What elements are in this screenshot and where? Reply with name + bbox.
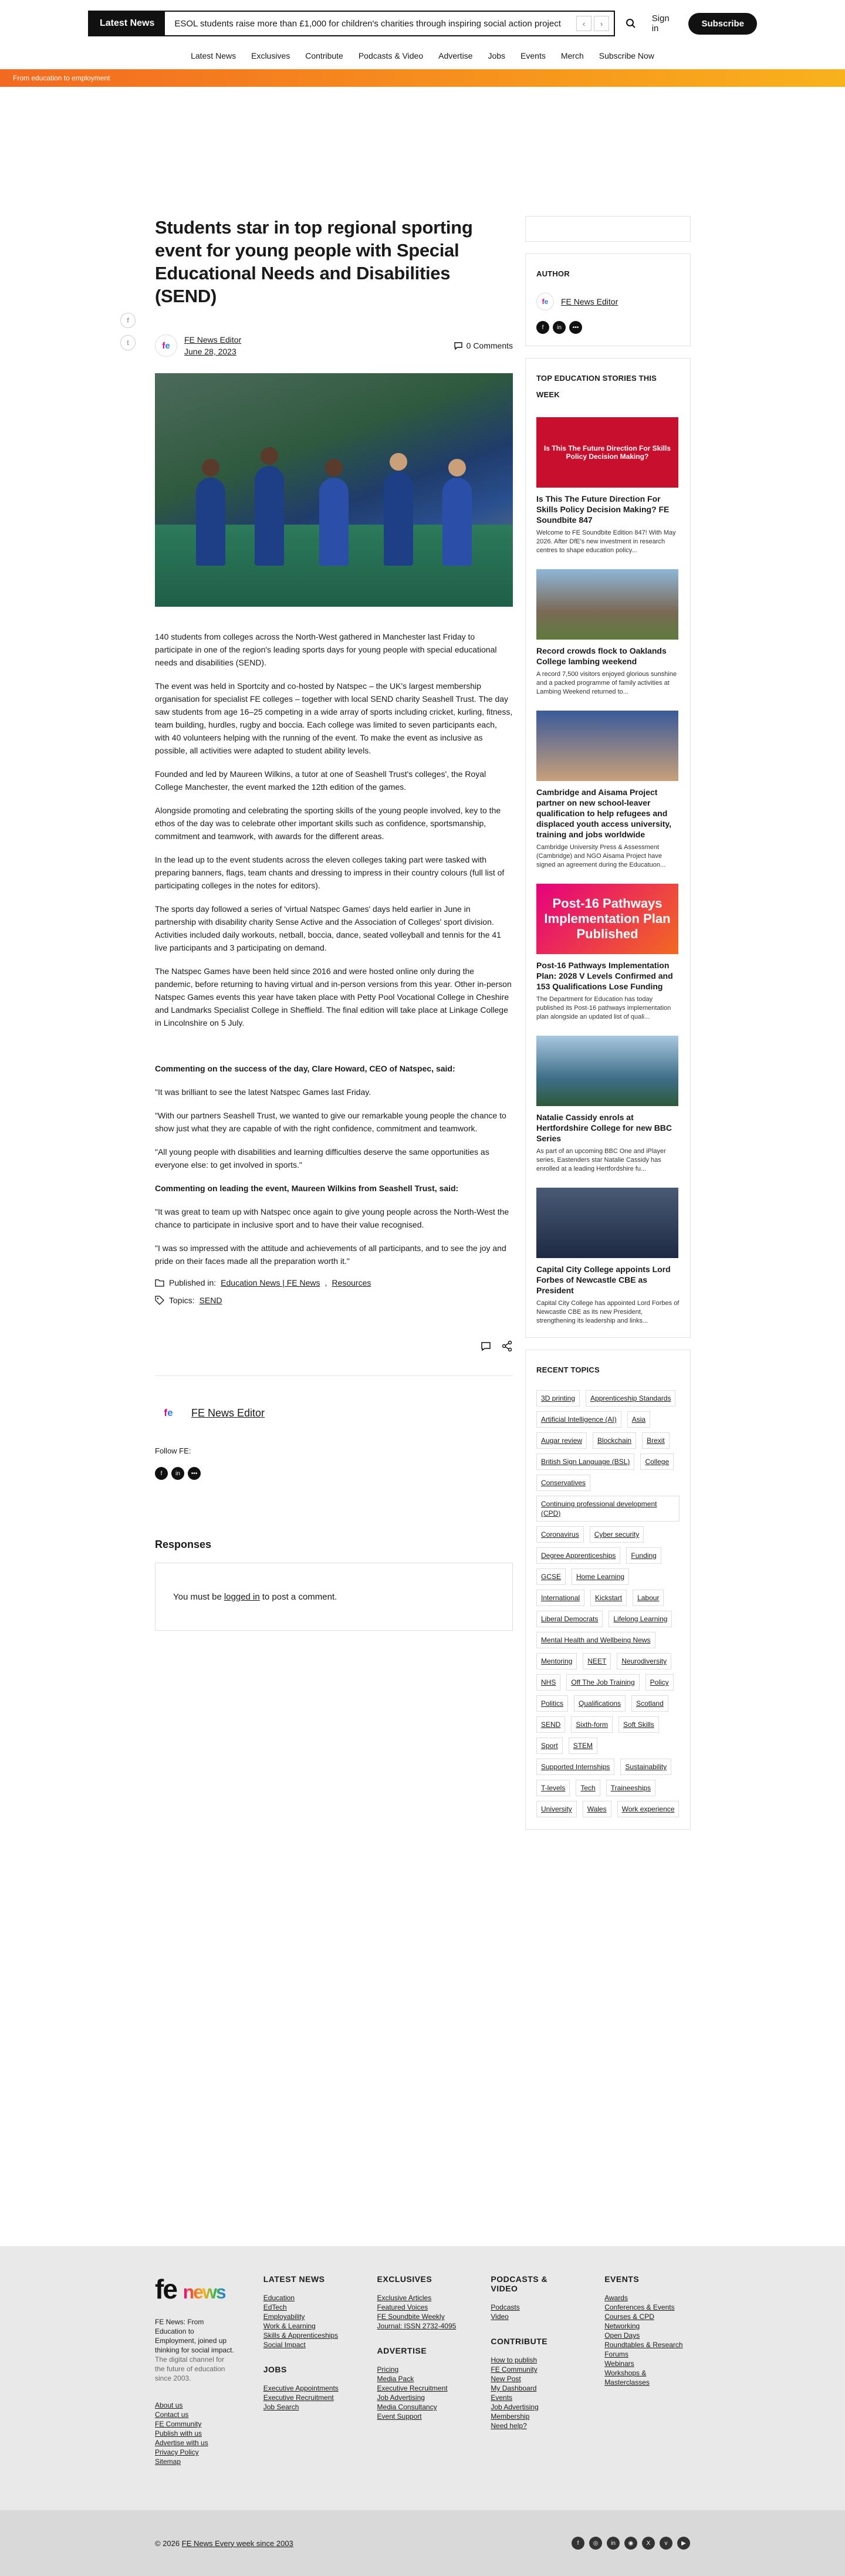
topic-tag[interactable]: STEM — [569, 1737, 597, 1754]
footer-column — [377, 2274, 463, 2510]
story-card[interactable] — [536, 1188, 680, 1326]
author-link[interactable]: FE News Editor — [184, 335, 242, 344]
subscribe-button[interactable]: Subscribe — [688, 13, 757, 35]
story-desc: As part of an upcoming BBC One and iPlayer series, Eastenders star Natalie Cassidy has enrolled at a leading Hertfordshire fu... — [536, 1148, 666, 1172]
sub-footer — [0, 2510, 845, 2576]
footer-link[interactable]: Forums — [604, 2350, 628, 2358]
footer-link[interactable]: Advertise with us — [155, 2439, 208, 2447]
footer-column — [263, 2274, 349, 2510]
quote: "With our partners Seashell Trust, we wanted to give our remarkable young people the chance to show just what they are capable of with the right confidence, commitment and teamwork. — [155, 1111, 506, 1133]
paragraph: 140 students from colleges across the North-West gathered in Manchester last Friday to participate in one of the region's leading sports days for young people with special educational needs and disabilities (SEND). — [155, 632, 497, 667]
content-area — [0, 87, 845, 2246]
story-title[interactable]: Capital City College appoints Lord Forbes of Newcastle CBE as President — [536, 1265, 671, 1295]
published-label: Published in: — [169, 1278, 217, 1287]
twitter-icon[interactable]: t — [120, 335, 136, 350]
footer-link[interactable]: Courses & CPD — [604, 2313, 654, 2321]
topic-tag[interactable]: Neurodiversity — [617, 1653, 671, 1669]
topic-tag[interactable]: Brexit — [642, 1432, 670, 1449]
login-pre: You must be — [173, 1591, 222, 1602]
footer-link[interactable]: Membership — [491, 2412, 530, 2421]
footer-link[interactable]: Executive Recruitment — [263, 2394, 334, 2402]
footer-link[interactable]: My Dashboard — [491, 2384, 537, 2392]
story-image — [536, 569, 678, 640]
footer-link[interactable]: Featured Voices — [377, 2303, 428, 2311]
footer-link[interactable]: Event Support — [377, 2412, 422, 2421]
topic-tag[interactable]: Off The Job Training — [566, 1674, 639, 1691]
story-card[interactable] — [536, 1036, 680, 1174]
article-body — [155, 630, 513, 1267]
sidebar-ad-slot — [525, 216, 691, 242]
nav-item[interactable]: Contribute — [305, 51, 343, 60]
topic-tag[interactable]: Apprenticeship Standards — [586, 1390, 675, 1407]
footer-link[interactable]: Journal: ISSN 2732-4095 — [377, 2322, 457, 2330]
footer-link[interactable]: Skills & Apprenticeships — [263, 2331, 339, 2340]
author-widget — [525, 253, 691, 346]
footer-link[interactable]: Employability — [263, 2313, 305, 2321]
facebook-icon[interactable]: f — [572, 2537, 584, 2550]
footer-link[interactable]: FE Community — [155, 2420, 202, 2428]
footer-column — [604, 2274, 690, 2510]
author-logo[interactable]: f e — [164, 1407, 173, 1418]
facebook-icon[interactable]: f — [536, 321, 549, 334]
footer-description: FE News: From Education to Employment, joined up thinking for social impact. — [155, 2318, 234, 2354]
login-prompt — [155, 1563, 513, 1631]
footer-heading: EXCLUSIVES — [377, 2274, 432, 2284]
article-actions — [155, 1340, 513, 1352]
comments-link[interactable] — [454, 341, 513, 350]
footer — [0, 2246, 845, 2510]
story-image — [536, 711, 678, 781]
share-icon[interactable] — [501, 1340, 513, 1352]
paragraph: The event was held in Sportcity and co-hosted by Natspec – the UK's largest membership organisation for specialist FE colleges – together with local SEND charity Seashell Trust. The day saw students from age 16–25 competing in a wide array of sports including cricket, kurling, fitness, team building, hurdles, rugby and boccia. Each college was limited to seven participants each, with 40 volunteers helping with the running of the event. To make the event as inclusive as possible, all activities were adapted to student ability levels. — [155, 681, 513, 755]
topic-tag[interactable]: Politics — [536, 1695, 568, 1712]
category-link[interactable]: Resources — [332, 1278, 371, 1287]
topic-tag[interactable]: Sport — [536, 1737, 563, 1754]
nav-item[interactable]: Exclusives — [251, 51, 290, 60]
tag-icon — [155, 1296, 164, 1305]
author-name-link[interactable]: FE News Editor — [191, 1407, 265, 1419]
footer-link[interactable]: Awards — [604, 2294, 628, 2302]
top-stories-widget — [525, 358, 691, 1338]
quote: "It was brilliant to see the latest Natspec Games last Friday. — [155, 1087, 371, 1097]
copyright: © 2026 FE News Every week since 2003 — [155, 2538, 293, 2548]
topic-tag[interactable]: Cyber security — [590, 1526, 644, 1543]
latest-news-headline[interactable]: ESOL students raise more than £1,000 for children's charities through inspiring social action project — [174, 18, 561, 29]
topic-tag[interactable]: Asia — [627, 1411, 650, 1428]
topic-tag[interactable]: Mentoring — [536, 1653, 577, 1669]
topic-tag[interactable]: Continuing professional development (CPD) — [536, 1496, 680, 1522]
article-title: Students star in top regional sporting event for young people with Special Educational Needs and Disabilities (SEND) — [155, 217, 473, 306]
published-in: Published in: Education News | FE News , Resources — [155, 1278, 513, 1287]
footer-column — [491, 2274, 576, 2510]
social-icons — [572, 2537, 690, 2550]
footer-link[interactable]: Workshops & Masterclasses — [604, 2369, 650, 2386]
footer-link[interactable]: Webinars — [604, 2359, 634, 2368]
quote: "It was great to team up with Natspec once again to give young people across the North-West the chance to participate in inclusive sport and to have their value recognised. — [155, 1207, 509, 1229]
footer-link[interactable]: Privacy Policy — [155, 2448, 199, 2456]
story-image — [536, 1188, 678, 1258]
folder-icon — [155, 1279, 164, 1287]
nav-item[interactable]: Subscribe Now — [599, 51, 654, 60]
linkedin-icon[interactable]: in — [607, 2537, 620, 2550]
topic-tag[interactable]: Degree Apprenticeships — [536, 1547, 620, 1564]
footer-link[interactable]: EdTech — [263, 2303, 287, 2311]
main-nav — [0, 47, 845, 65]
topic-tag[interactable]: Wales — [583, 1801, 611, 1817]
footer-link[interactable]: About us — [155, 2401, 183, 2409]
top-bar — [0, 0, 845, 47]
topic-tag[interactable]: Coronavirus — [536, 1526, 584, 1543]
story-image: Is This The Future Direction For Skills Policy Decision Making? — [536, 417, 678, 488]
sign-in-link[interactable]: Sign in — [651, 13, 670, 33]
footer-link[interactable]: Events — [491, 2394, 513, 2402]
copyright-link[interactable]: FE News Every week since 2003 — [181, 2538, 293, 2548]
category-link[interactable]: Education News | FE News — [221, 1278, 320, 1287]
recent-topics-heading: RECENT TOPICS — [536, 1365, 600, 1374]
share-rail — [120, 313, 136, 350]
vimeo-icon[interactable]: v — [660, 2537, 672, 2550]
top-stories-heading: TOP EDUCATION STORIES THIS WEEK — [536, 374, 657, 399]
more-icon[interactable]: ••• — [188, 1467, 201, 1480]
facebook-icon[interactable]: f — [155, 1467, 168, 1480]
more-icon[interactable]: ••• — [569, 321, 582, 334]
topic-tag[interactable]: Home Learning — [572, 1568, 629, 1585]
footer-links — [155, 2401, 235, 2466]
author-widget-heading: AUTHOR — [536, 269, 570, 278]
nav-item[interactable]: Events — [520, 51, 546, 60]
footer-link[interactable]: Need help? — [491, 2422, 527, 2430]
topic-tag[interactable]: Blockchain — [593, 1432, 636, 1449]
topic-tag[interactable]: Supported Internships — [536, 1759, 614, 1775]
quote: "All young people with disabilities and learning difficulties deserve the same opportunities as everyone else: to get involved in sports." — [155, 1147, 489, 1169]
quote-heading: Commenting on the success of the day, Clare Howard, CEO of Natspec, said: — [155, 1064, 455, 1073]
sidebar — [525, 216, 691, 1841]
linkedin-icon[interactable]: in — [553, 321, 566, 334]
footer-link[interactable]: FE Soundbite Weekly — [377, 2313, 445, 2321]
recent-topics-widget — [525, 1350, 691, 1830]
topic-tag[interactable]: British Sign Language (BSL) — [536, 1453, 634, 1470]
footer-link[interactable]: Job Advertising — [491, 2403, 539, 2411]
publish-date[interactable]: June 28, 2023 — [184, 347, 236, 356]
story-title[interactable]: Post-16 Pathways Implementation Plan: 2028 V Levels Confirmed and 153 Qualifications Lose Funding — [536, 961, 673, 991]
footer-heading: LATEST NEWS — [263, 2274, 325, 2284]
footer-link[interactable]: Executive Appointments — [263, 2384, 339, 2392]
rss-icon[interactable]: ◉ — [624, 2537, 637, 2550]
footer-link[interactable]: Video — [491, 2313, 509, 2321]
footer-link[interactable]: Roundtables & Research — [604, 2341, 683, 2349]
paragraph: Alongside promoting and celebrating the sporting skills of the young people involved, key to the ethos of the day was to celebrate other important skills such as confidence, sportsmanship, commitment and teamwork, with awards for the different areas. — [155, 806, 501, 841]
footer-heading: ADVERTISE — [377, 2346, 427, 2355]
footer-link[interactable]: Exclusive Articles — [377, 2294, 432, 2302]
article — [155, 216, 513, 1631]
topic-tag[interactable]: Kickstart — [590, 1590, 627, 1606]
footer-link[interactable]: Podcasts — [491, 2303, 520, 2311]
topic-tags — [536, 1390, 680, 1817]
footer-link[interactable]: FE Community — [491, 2365, 538, 2374]
story-desc: A record 7,500 visitors enjoyed glorious sunshine and a packed programme of family activities at Lambing Weekend returned to... — [536, 671, 677, 695]
footer-description-2: The digital channel for the future of education since 2003. — [155, 2355, 225, 2382]
topic-tag[interactable]: Scotland — [631, 1695, 668, 1712]
author-avatar[interactable]: f e — [155, 334, 177, 357]
footer-link[interactable]: Publish with us — [155, 2429, 202, 2438]
topic-tag[interactable]: SEND — [536, 1716, 565, 1733]
footer-logo[interactable]: fe news — [155, 2274, 225, 2304]
linkedin-icon[interactable]: in — [171, 1467, 184, 1480]
latest-news-label: Latest News — [89, 12, 165, 35]
topic-tag[interactable]: Augar review — [536, 1432, 587, 1449]
topic-tag[interactable]: Qualifications — [574, 1695, 626, 1712]
footer-link[interactable]: Networking — [604, 2322, 640, 2330]
comments-count: 0 Comments — [466, 341, 513, 350]
footer-heading: EVENTS — [604, 2274, 640, 2284]
follow-icons — [155, 1467, 513, 1480]
responses-section — [155, 1539, 513, 1631]
article-hero-image — [155, 373, 513, 607]
footer-link[interactable]: Media Pack — [377, 2375, 414, 2383]
footer-link[interactable]: Pricing — [377, 2365, 399, 2374]
topic-tag[interactable]: Tech — [576, 1780, 600, 1796]
story-desc: The Department for Education has today published its Post-16 pathways implementation plan alongside an updated list of quali... — [536, 996, 671, 1020]
story-desc: Cambridge University Press & Assessment (Cambridge) and NGO Aisama Project have signed an agreement during the Educatuon... — [536, 844, 666, 868]
paragraph: The Natspec Games have been held since 2016 and were hosted online only during the pandemic, before returning to having virtual and in-person versions from this year. Other in-person Natspec Games events this year have taken place with Petty Pool Vocational College in Cheshire and Landmarks Specialist College in Sheffield. The final edition will take place at Linkage College in Lincolnshire on 5 July. — [155, 966, 512, 1027]
nav-item[interactable]: Latest News — [191, 51, 236, 60]
topic-tag[interactable]: Lifelong Learning — [609, 1611, 672, 1627]
story-card[interactable] — [536, 711, 680, 870]
topic-link[interactable]: SEND — [199, 1296, 222, 1305]
footer-link[interactable]: Education — [263, 2294, 295, 2302]
story-desc: Capital City College has appointed Lord Forbes of Newcastle CBE as its new President, strengthening its leadership and links... — [536, 1300, 680, 1324]
story-card[interactable] — [536, 884, 680, 1022]
topic-tag[interactable]: T-levels — [536, 1780, 570, 1796]
topic-tag[interactable]: GCSE — [536, 1568, 566, 1585]
nav-item[interactable]: Podcasts & Video — [358, 51, 424, 60]
chevron-right-icon[interactable]: › — [594, 16, 609, 31]
story-title[interactable]: Is This The Future Direction For Skills Policy Decision Making? FE Soundbite 847 — [536, 494, 670, 525]
topic-tag[interactable]: Funding — [626, 1547, 661, 1564]
footer-link[interactable]: Social Impact — [263, 2341, 306, 2349]
topic-tag[interactable]: Artificial Intelligence (AI) — [536, 1411, 621, 1428]
footer-link[interactable]: Job Advertising — [377, 2394, 425, 2402]
topic-tag[interactable]: Liberal Democrats — [536, 1611, 603, 1627]
footer-link[interactable]: Conferences & Events — [604, 2303, 675, 2311]
author-widget-name[interactable]: FE News Editor — [561, 297, 618, 306]
youtube-icon[interactable]: ▶ — [677, 2537, 690, 2550]
topic-tag[interactable]: Policy — [645, 1674, 674, 1691]
footer-heading: CONTRIBUTE — [491, 2337, 548, 2346]
topic-tag[interactable]: Sixth-form — [571, 1716, 613, 1733]
topic-tag[interactable]: University — [536, 1801, 577, 1817]
topic-tag[interactable]: College — [640, 1453, 674, 1470]
footer-link[interactable]: Contact us — [155, 2411, 189, 2419]
follow-label: Follow FE: — [155, 1446, 191, 1455]
responses-heading: Responses — [155, 1539, 212, 1550]
nav-item[interactable]: Advertise — [438, 51, 473, 60]
paragraph: In the lead up to the event students across the eleven colleges taking part were tasked with preparing banners, flags, team chants and dressing to impress in their country colours (full list of participating colleges in the notes for editors). — [155, 855, 505, 890]
nav-item[interactable]: Jobs — [488, 51, 506, 60]
story-title[interactable]: Record crowds flock to Oaklands College lambing weekend — [536, 646, 667, 666]
story-card[interactable] — [536, 569, 680, 697]
instagram-icon[interactable]: ◎ — [589, 2537, 602, 2550]
story-image: Post-16 Pathways Implementation Plan Published — [536, 884, 678, 954]
footer-link[interactable]: Sitemap — [155, 2457, 181, 2466]
topic-tag[interactable]: NEET — [583, 1653, 611, 1669]
footer-link[interactable]: How to publish — [491, 2356, 538, 2364]
latest-news-ticker[interactable] — [88, 11, 615, 36]
quote: "I was so impressed with the attitude and achievements of all participants, and to see the joy and pride on their faces made all the preparation worth it." — [155, 1243, 506, 1266]
author-avatar[interactable]: f e — [536, 293, 554, 310]
quote-heading: Commenting on leading the event, Maureen Wilkins from Seashell Trust, said: — [155, 1184, 459, 1193]
search-icon[interactable] — [623, 15, 639, 32]
tagline-banner: From education to employment — [0, 69, 845, 87]
paragraph: The sports day followed a series of 'virtual Natspec Games' days held earlier in June in partnership with disability charity Sense Active and the Association of Colleges' sport division. Activities included daily workouts, netball, boccia, dance, seated volleyball and tennis for the 41 live participants and 3 participating on demand. — [155, 904, 501, 952]
login-post: to post a comment. — [262, 1591, 337, 1602]
footer-link[interactable]: Executive Recruitment — [377, 2384, 448, 2392]
login-link[interactable]: logged in — [224, 1591, 260, 1602]
topic-tag[interactable]: International — [536, 1590, 584, 1606]
story-image — [536, 1036, 678, 1106]
topics — [155, 1296, 513, 1305]
comment-icon — [454, 341, 463, 350]
x-icon[interactable]: X — [642, 2537, 655, 2550]
topic-tag[interactable]: NHS — [536, 1674, 560, 1691]
topic-tag[interactable]: Conservatives — [536, 1475, 590, 1491]
story-card[interactable] — [536, 417, 680, 555]
chevron-left-icon[interactable]: ‹ — [576, 16, 592, 31]
topic-tag[interactable]: Traineeships — [606, 1780, 655, 1796]
topic-tag[interactable]: Mental Health and Wellbeing News — [536, 1632, 655, 1648]
topic-tag[interactable]: Labour — [633, 1590, 664, 1606]
footer-link[interactable]: Media Consultancy — [377, 2403, 437, 2411]
footer-link[interactable]: Job Search — [263, 2403, 299, 2411]
comment-icon[interactable] — [480, 1340, 492, 1352]
footer-heading: JOBS — [263, 2365, 287, 2374]
author-box — [155, 1375, 513, 1480]
nav-item[interactable]: Merch — [560, 51, 584, 60]
topic-tag[interactable]: Soft Skills — [618, 1716, 659, 1733]
footer-link[interactable]: Work & Learning — [263, 2322, 316, 2330]
byline — [155, 331, 513, 360]
topics-label: Topics: — [169, 1296, 195, 1305]
topic-tag[interactable]: Work experience — [617, 1801, 680, 1817]
topic-tag[interactable]: 3D printing — [536, 1390, 580, 1407]
footer-link[interactable]: Open Days — [604, 2331, 640, 2340]
story-title[interactable]: Cambridge and Aisama Project partner on new school-leaver qualification to help refugees and displaced youth access university, training and jobs worldwide — [536, 787, 672, 839]
story-title[interactable]: Natalie Cassidy enrols at Hertfordshire College for new BBC Series — [536, 1113, 672, 1143]
story-desc: Welcome to FE Soundbite Edition 847! With May 2026. After DfE's new investment in research centres to shape education policy... — [536, 529, 676, 554]
footer-link[interactable]: New Post — [491, 2375, 521, 2383]
paragraph: Founded and led by Maureen Wilkins, a tutor at one of Seashell Trust's colleges', the Royal College Manchester, the event marked the 12th edition of the games. — [155, 769, 486, 792]
facebook-icon[interactable]: f — [120, 313, 136, 328]
topic-tag[interactable]: Sustainability — [620, 1759, 671, 1775]
footer-heading: PODCASTS & VIDEO — [491, 2274, 548, 2293]
